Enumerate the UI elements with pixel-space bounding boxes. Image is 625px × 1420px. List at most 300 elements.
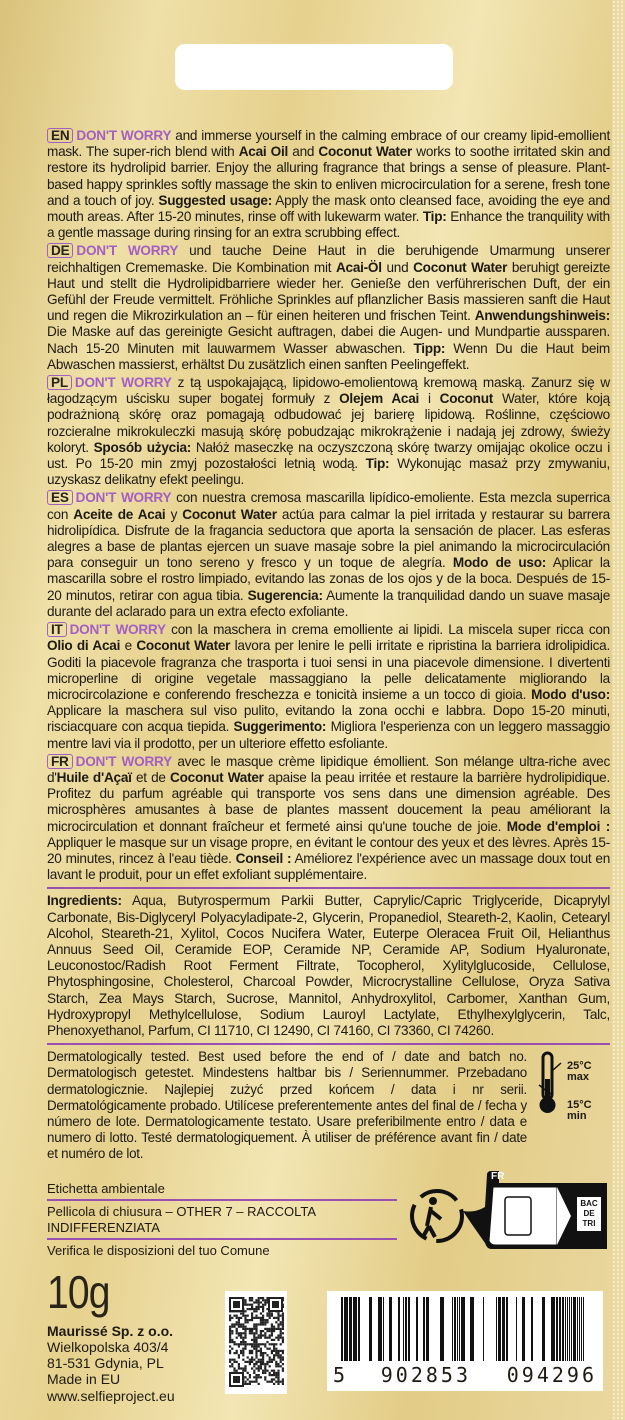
qr-module [280, 1332, 282, 1334]
qr-module [238, 1332, 240, 1334]
qr-module [277, 1374, 279, 1376]
qr-module [273, 1378, 275, 1380]
qr-module [260, 1301, 262, 1303]
qr-module [258, 1367, 260, 1369]
qr-module [253, 1325, 255, 1327]
qr-module [255, 1354, 257, 1356]
qr-module [280, 1330, 282, 1332]
qr-module [264, 1376, 266, 1378]
qr-module [271, 1378, 273, 1380]
headline: DON'T WORRY [76, 128, 172, 143]
qr-module [273, 1325, 275, 1327]
barcode-bar [416, 1297, 418, 1361]
qr-module [253, 1376, 255, 1378]
qr-module [282, 1358, 284, 1360]
qr-module [277, 1382, 279, 1384]
qr-module [260, 1334, 262, 1336]
qr-module [229, 1365, 231, 1367]
qr-module [262, 1356, 264, 1358]
qr-module [255, 1332, 257, 1334]
qr-module [275, 1352, 277, 1354]
qr-module [249, 1382, 251, 1384]
qr-module [271, 1360, 273, 1362]
barcode-bar [423, 1297, 425, 1361]
qr-module [236, 1314, 238, 1316]
barcode-bar [344, 1297, 348, 1361]
qr-module [277, 1354, 279, 1356]
qr-module [242, 1336, 244, 1338]
qr-module [231, 1338, 233, 1340]
qr-module [249, 1297, 251, 1299]
qr-module [258, 1343, 260, 1345]
qr-module [236, 1349, 238, 1351]
qr-module [275, 1321, 277, 1323]
qr-module [253, 1363, 255, 1365]
eco-label [47, 1181, 397, 1259]
qr-module [271, 1330, 273, 1332]
qr-module [258, 1345, 260, 1347]
qr-module [255, 1301, 257, 1303]
qr-module [249, 1380, 251, 1382]
ingredients-label: Ingredients: [47, 893, 122, 909]
qr-module [244, 1321, 246, 1323]
bottom-row [47, 1267, 610, 1404]
qr-module [282, 1380, 284, 1382]
qr-module [282, 1382, 284, 1384]
qr-module [229, 1345, 231, 1347]
qr-module [240, 1341, 242, 1343]
qr-module [280, 1380, 282, 1382]
qr-module [251, 1343, 253, 1345]
eco-label-title: Etichetta ambientale [47, 1180, 165, 1196]
qr-module [277, 1363, 279, 1365]
qr-module [275, 1336, 277, 1338]
language-badge: IT [47, 622, 67, 637]
qr-module [264, 1323, 266, 1325]
qr-module [269, 1330, 271, 1332]
qr-module [271, 1314, 273, 1316]
qr-module [253, 1343, 255, 1345]
qr-module [249, 1327, 251, 1329]
origin: Made in EU [47, 1371, 121, 1388]
qr-module [258, 1349, 260, 1351]
qr-module [262, 1330, 264, 1332]
qr-module [244, 1345, 246, 1347]
qr-module [264, 1327, 266, 1329]
qr-module [255, 1345, 257, 1347]
qr-module [271, 1374, 273, 1376]
qr-module [264, 1367, 266, 1369]
qr-module [236, 1332, 238, 1334]
text-segment: Water, które koją podrażnioną skórę oraz pomagają odbudować jej barierę lipidową. Roślinne, częściowo rozcieralne mikrokuleczki masują skórę pobudzając mikrokrążenie i nadają jej zdrowy, świeży koloryt. [47, 391, 610, 455]
qr-module [251, 1314, 253, 1316]
barcode-right-digits: 094296 [506, 1362, 597, 1387]
qr-module [238, 1343, 240, 1345]
qr-module [236, 1327, 238, 1329]
qr-module [277, 1378, 279, 1380]
description-paragraphs [47, 128, 610, 883]
qr-module [273, 1349, 275, 1351]
text-segment: Wenn Du die Haut beim Abwaschen massierst, erhältst Du zusätzlich einen sanften Peelingeffekt. [47, 340, 610, 372]
text-segment: lavora per lenire le pelli irritate e ripristina la barriera idrolipidica. Goditi la piacevole fragranza che trasporta i tuoi sensi in una piacevole dimensione. I divertenti microperline di origine vegetale massaggiano la pelle delicatamente migliorando la microcircolazione e conferendo freschezza e tonicità insieme a un tocco di gioia. [47, 638, 610, 702]
qr-module [260, 1360, 262, 1362]
qr-module [282, 1338, 284, 1340]
text-segment: beruhigt gereizte Haut und stellt die Hydrolipidbarriere wieder her. Genieße den verführerischen Duft, der ein Gefühl der Freude vermittelt. Fröhliche Sprinkles auf pflanzlicher Basis massieren sanft die Haut und regen die Mikrozirkulation an – für einen heiteren und frischen Teint. [47, 259, 611, 324]
qr-module [251, 1338, 253, 1340]
qr-module [238, 1319, 240, 1321]
qr-module [238, 1323, 240, 1325]
qr-module [244, 1303, 246, 1305]
ingredients-text: Aqua, Butyrospermum Parkii Butter, Caprylic/Capric Triglyceride, Dicaprylyl Carbonate, Bis-Diglyceryl Polyacyladipate-2, Glycerin, Propanediol, Steareth-2, Kaolin, Cetearyl Alcohol, Steareth-21, Xylitol, Cocos Nucifera Water, Euterpe Oleracea Fruit Oil, Helianthus Annuus Seed Oil, Ceramide EOP, Ceramide NP, Ceramide AP, Sodium Hyaluronate, Leuconostoc/Radish Root Ferment Filtrate, Tocopherol, Xylitylglucoside, Cellulose, Phytosphingosine, Cholesterol, Charcoal Powder, Microcrystalline Cellulose, Oryza Sativa Starch, Zea Mays Starch, Sucrose, Mannitol, Anhydroxylitol, Carbomer, Xanthan Gum, Hydroxypropyl Methylcellulose, Sodium Lauroyl Lactylate, Ethylhexylglycerin, Talc, Phenoxyethanol, Parfum, CI 11710, CI 12490, CI 74160, CI 73360, CI 74260. [47, 893, 610, 1038]
bold-text: Olio di Acai [47, 638, 121, 654]
qr-module [275, 1327, 277, 1329]
qr-module [244, 1316, 246, 1318]
qr-module [231, 1332, 233, 1334]
qr-module [255, 1330, 257, 1332]
barcode-first-digit: 5 [333, 1362, 346, 1387]
qr-module [240, 1332, 242, 1334]
bold-text: Acai Oil [238, 144, 289, 160]
headline: DON'T WORRY [74, 375, 172, 391]
qr-module [244, 1334, 246, 1336]
barcode-bar [571, 1297, 572, 1361]
bold-text: Coconut Water [136, 638, 231, 654]
qr-module [258, 1305, 260, 1307]
qr-code[interactable] [225, 1291, 287, 1394]
qr-module [249, 1374, 251, 1376]
qr-module [262, 1369, 264, 1371]
qr-module [260, 1347, 262, 1349]
qr-module [269, 1358, 271, 1360]
qr-module [253, 1338, 255, 1340]
qr-module [260, 1336, 262, 1338]
qr-module [249, 1360, 251, 1362]
qr-module [273, 1358, 275, 1360]
qr-module [244, 1310, 246, 1312]
qr-module [242, 1338, 244, 1340]
qr-module [242, 1327, 244, 1329]
qr-module [229, 1314, 231, 1316]
qr-module [282, 1316, 284, 1318]
qr-module [229, 1330, 231, 1332]
qr-module [238, 1325, 240, 1327]
qr-module [255, 1314, 257, 1316]
qr-module [238, 1367, 240, 1369]
qr-module [255, 1352, 257, 1354]
text-segment: apaise la peau irritée et restaure la barrière hydrolipidique. Profitez du parfum agréable qui transporte vos sens dans une dimension agréable. Des microsphères amusantes à base de plantes massent doucement la peau améliorant la microcirculation et donnant fraîcheur et fermeté ainsi qu'une touche de joie. [47, 769, 610, 834]
qr-module [280, 1336, 282, 1338]
qr-module [282, 1367, 284, 1369]
qr-module [247, 1327, 249, 1329]
qr-module [229, 1352, 231, 1354]
qr-module [275, 1365, 277, 1367]
qr-module [253, 1345, 255, 1347]
qr-module [240, 1336, 242, 1338]
qr-module [258, 1336, 260, 1338]
qr-module [260, 1349, 262, 1351]
qr-module [253, 1323, 255, 1325]
bin-line: BAC [580, 1198, 598, 1208]
qr-module [282, 1378, 284, 1380]
qr-module [282, 1319, 284, 1321]
qr-module [273, 1343, 275, 1345]
qr-module [275, 1349, 277, 1351]
qr-module [282, 1341, 284, 1343]
paragraph-it [47, 622, 610, 752]
barcode-bar [551, 1297, 555, 1361]
qr-module [266, 1312, 268, 1314]
qr-module [240, 1312, 242, 1314]
qr-module [266, 1363, 268, 1365]
qr-module [240, 1349, 242, 1351]
qr-module [231, 1323, 233, 1325]
qr-module [264, 1369, 266, 1371]
qr-module [277, 1316, 279, 1318]
qr-module [255, 1327, 257, 1329]
qr-module [277, 1336, 279, 1338]
qr-module [262, 1305, 264, 1307]
qr-module [249, 1343, 251, 1345]
qr-module [251, 1360, 253, 1362]
qr-module [236, 1369, 238, 1371]
qr-module [271, 1349, 273, 1351]
barcode-bar [341, 1297, 343, 1361]
qr-module [251, 1327, 253, 1329]
qr-module [260, 1323, 262, 1325]
qr-module [277, 1334, 279, 1336]
qr-module [244, 1325, 246, 1327]
qr-module [262, 1308, 264, 1310]
language-badge: ES [47, 490, 73, 505]
qr-module [280, 1343, 282, 1345]
qr-module [242, 1367, 244, 1369]
qr-module [264, 1352, 266, 1354]
qr-module [255, 1310, 257, 1312]
qr-module [277, 1338, 279, 1340]
qr-module [282, 1352, 284, 1354]
qr-module [244, 1367, 246, 1369]
qr-module [255, 1374, 257, 1376]
barcode-bar [403, 1297, 404, 1361]
qr-module [244, 1301, 246, 1303]
bold-text: Tipp: [413, 340, 446, 356]
qr-module [244, 1319, 246, 1321]
qr-module [251, 1303, 253, 1305]
qr-module [280, 1334, 282, 1336]
qr-module [242, 1325, 244, 1327]
text-segment: Améliorez l'expérience avec un massage doux tout en lavant le produit, pour un effet exfoliant supplémentaire. [47, 850, 610, 883]
qr-module [264, 1321, 266, 1323]
qr-module [269, 1316, 271, 1318]
qr-module [236, 1336, 238, 1338]
qr-module [236, 1360, 238, 1362]
qr-module [262, 1343, 264, 1345]
qr-module [277, 1314, 279, 1316]
manufacturer-address [47, 1323, 225, 1404]
text-segment: Aumente la tranquilidad dando un suave masaje durante del aclarado para un extra efecto exfoliante. [47, 587, 611, 619]
barcode-bar [583, 1297, 584, 1361]
barcode-bar [452, 1297, 453, 1361]
bold-text: Sugerencia: [247, 587, 323, 603]
barcode-bar [398, 1297, 400, 1361]
qr-module [271, 1358, 273, 1360]
qr-module [266, 1380, 268, 1382]
qr-module [277, 1325, 279, 1327]
divider [47, 887, 610, 889]
qr-module [266, 1369, 268, 1371]
qr-module [240, 1316, 242, 1318]
qr-module [253, 1327, 255, 1329]
qr-module [280, 1314, 282, 1316]
qr-module [231, 1347, 233, 1349]
qr-module [282, 1369, 284, 1371]
qr-module [238, 1363, 240, 1365]
company-name: Maurissé Sp. z o.o. [47, 1322, 174, 1339]
qr-module [266, 1314, 268, 1316]
qr-module [260, 1358, 262, 1360]
qr-module [229, 1349, 231, 1351]
qr-module [282, 1349, 284, 1351]
qr-module [266, 1360, 268, 1362]
qr-module [229, 1360, 231, 1362]
qr-module [269, 1356, 271, 1358]
qr-module [269, 1347, 271, 1349]
qr-module [247, 1314, 249, 1316]
qr-module [282, 1325, 284, 1327]
text-segment: con nuestra cremosa mascarilla lipídico-emoliente. Esta mezcla superrica con [47, 490, 611, 522]
qr-module [236, 1343, 238, 1345]
qr-module [262, 1321, 264, 1323]
qr-module [255, 1305, 257, 1307]
qr-module [273, 1354, 275, 1356]
qr-module [262, 1334, 264, 1336]
qr-module [253, 1358, 255, 1360]
barcode-left-digits: 902853 [380, 1362, 472, 1387]
bold-text: Sposób użycia: [93, 439, 192, 455]
divider [47, 1238, 397, 1240]
qr-module [238, 1365, 240, 1367]
qr-module [275, 1376, 277, 1378]
address-street: Wielkopolska 403/4 [47, 1338, 169, 1355]
text-segment: actúa para calmar la piel irritada y restaurar su barrera hidrolipídica. Disfrute de la fragancia seductora que aporta la sensación de placer. Las esferas alegres a base de plantas ejercen un suave masaje sobre la piel animando la microcirculación para conseguir un tono sereno y fresco y un toque de alegría. [47, 506, 610, 571]
barcode-bar [353, 1297, 357, 1361]
headline: DON'T WORRY [76, 243, 179, 259]
qr-module [229, 1341, 231, 1343]
bold-text: Aceite de Acai [73, 506, 166, 522]
qr-module [251, 1299, 253, 1301]
barcode-bar [569, 1297, 570, 1361]
qr-module [255, 1325, 257, 1327]
qr-module [269, 1360, 271, 1362]
qr-module [253, 1316, 255, 1318]
qr-module [244, 1360, 246, 1362]
qr-module [275, 1347, 277, 1349]
qr-module [242, 1312, 244, 1314]
text-segment: y [165, 506, 183, 522]
qr-module [255, 1380, 257, 1382]
perforated-edge [612, 0, 625, 1420]
qr-module [236, 1352, 238, 1354]
qr-module [229, 1332, 231, 1334]
text-segment: Die Maske auf das gereinigte Gesicht auftragen, dabei die Augen- und Mundpartie aussparen. Nach 15-20 Minuten mit lauwarmem Wasser abwaschen. [47, 324, 610, 356]
paragraph-en [47, 128, 610, 241]
text-segment: works to soothe irritated skin and restore its hydrolipid barrier. Enjoy the alluring fragrance that brings a sense of pleasure. Plant-based happy sprinkles softly massage the skin to enliven microcirculation for a serene, fresh tone and a touch of joy. [47, 144, 611, 208]
qr-module [249, 1308, 251, 1310]
qr-module [280, 1349, 282, 1351]
qr-module [258, 1297, 260, 1299]
bold-text: Mode d'emploi : [506, 818, 610, 834]
qr-module [260, 1316, 262, 1318]
barcode-bar [383, 1297, 384, 1361]
bold-text: Coconut Water [413, 259, 508, 275]
qr-module [255, 1378, 257, 1380]
qr-module [240, 1352, 242, 1354]
qr-module [271, 1334, 273, 1336]
max-label: max [567, 1071, 590, 1084]
qr-module [251, 1356, 253, 1358]
barcode-bar [496, 1297, 497, 1361]
text-segment: i [419, 391, 440, 407]
qr-module [249, 1358, 251, 1360]
bold-text: Anwendungshinweis: [474, 308, 610, 324]
qr-module [247, 1360, 249, 1362]
qr-module [253, 1341, 255, 1343]
qr-module [242, 1369, 244, 1371]
qr-module [262, 1352, 264, 1354]
qr-module [242, 1323, 244, 1325]
qr-module [264, 1363, 266, 1365]
barcode-bar [454, 1297, 456, 1361]
qr-module [266, 1347, 268, 1349]
barcode-bar [405, 1297, 407, 1361]
qr-module [253, 1347, 255, 1349]
qr-module [242, 1341, 244, 1343]
qr-module [277, 1376, 279, 1378]
barcode-bar [470, 1297, 474, 1361]
qr-module [262, 1297, 264, 1299]
qr-module [277, 1349, 279, 1351]
qr-module [251, 1349, 253, 1351]
qr-module [262, 1316, 264, 1318]
qr-module [262, 1360, 264, 1362]
bold-text: Suggested usage: [158, 192, 273, 208]
qr-module [262, 1371, 264, 1373]
qr-module [273, 1374, 275, 1376]
qr-module [233, 1369, 235, 1371]
qr-module [269, 1314, 271, 1316]
text-segment: avec le masque crème lipidique émollient. Son mélange ultra-riche avec d' [47, 753, 610, 785]
qr-module [240, 1323, 242, 1325]
qr-module [269, 1343, 271, 1345]
qr-module [249, 1349, 251, 1351]
text-segment: Aplicar la mascarilla sobre el rostro limpiado, evitando las zonas de los ojos y de la boca. Después de 15-20 minutos, retirar con agua tibia. [47, 555, 610, 603]
qr-module [249, 1319, 251, 1321]
qr-module [262, 1310, 264, 1312]
qr-module [236, 1330, 238, 1332]
qr-module [244, 1376, 246, 1378]
qr-module [258, 1323, 260, 1325]
qr-module [251, 1358, 253, 1360]
qr-module [280, 1356, 282, 1358]
qr-module [273, 1347, 275, 1349]
qr-module [271, 1323, 273, 1325]
qr-module [271, 1380, 273, 1382]
ingredients [47, 893, 610, 1039]
eco-label-packaging: Pellicola di chiusura – OTHER 7 – RACCOLTA INDIFFERENZIATA [47, 1203, 316, 1235]
qr-module [258, 1299, 260, 1301]
language-badge: FR [47, 754, 73, 769]
barcode-bar [581, 1297, 582, 1361]
